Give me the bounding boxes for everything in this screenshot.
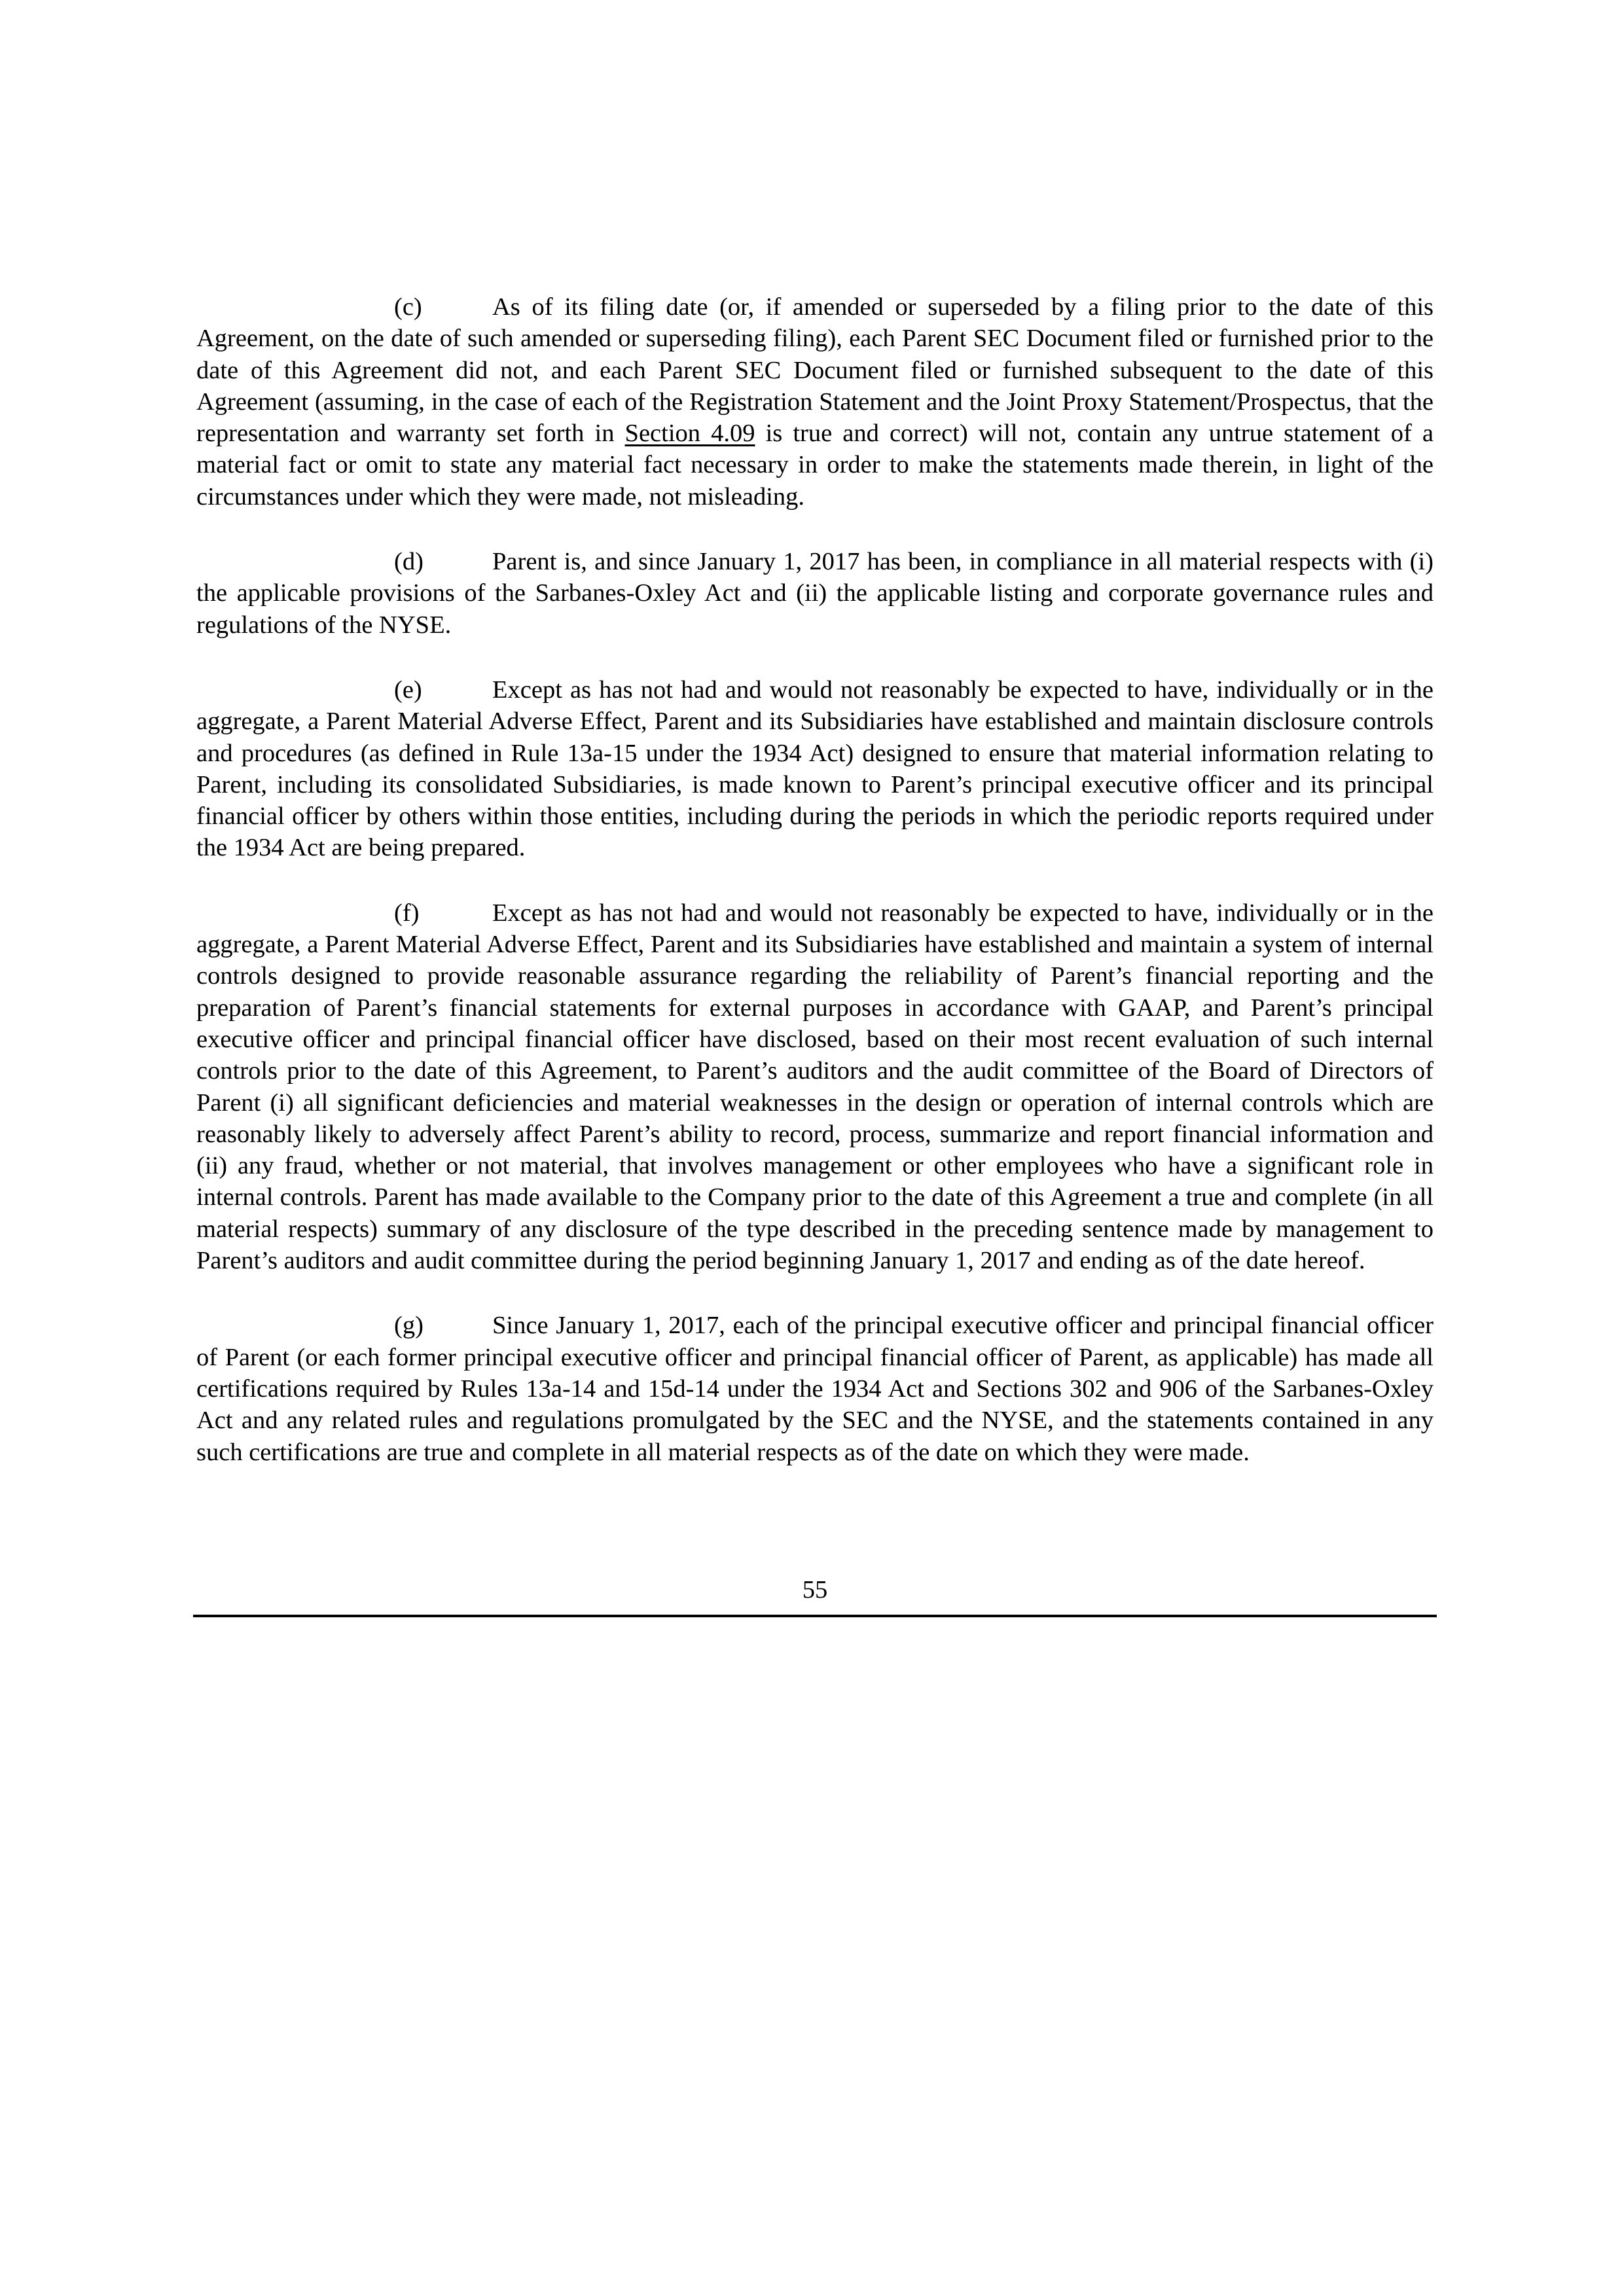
paragraph-label: (f) bbox=[394, 899, 420, 927]
paragraph-d bbox=[196, 546, 1434, 641]
paragraph-c bbox=[196, 291, 1434, 512]
section-reference-link[interactable]: Section 4.09 bbox=[624, 420, 755, 448]
paragraph-text: Except as has not had and would not reasonably be expected to have, individually or in the aggregate, a Parent Material Adverse Effect, Parent and its Subsidiaries have established and maintain disclosure controls and procedures (as defined in Rule 13a-15 under the 1934 Act) designed to ensure that material information relating to Parent, including its consolidated Subsidiaries, is made known to Parent’s principal executive officer and its principal financial officer by others within those entities, including during the periods in which the periodic reports required under the 1934 Act are being prepared. bbox=[196, 675, 1434, 862]
footer-rule bbox=[193, 1615, 1437, 1617]
paragraph-text: Since January 1, 2017, each of the principal executive officer and principal financial officer of Parent (or each former principal executive officer and principal financial officer of Parent, as applicable) has made all certifications required by Rules 13a-14 and 15d-14 under the 1934 Act and Sections 302 and 906 of the Sarbanes-Oxley Act and any related rules and regulations promulgated by the SEC and the NYSE, and the statements contained in any such certifications are true and complete in all material respects as of the date on which they were made. bbox=[196, 1312, 1434, 1466]
paragraph-g bbox=[196, 1310, 1434, 1467]
paragraph-label: (d) bbox=[394, 548, 424, 576]
paragraph-text: As of its filing date (or, if amended or superseded by a filing prior to the date of this Agreement, on the date of such amended or superseding filing), each Parent SEC Document filed or furnished prior to the date of this Agreement did not, and each Parent SEC Document filed or furnished subsequent to the date of this Agreement (assuming, in the case of each of the Registration Statement and the Joint Proxy Statement/Prospectus, that the representation and warranty set forth in bbox=[196, 293, 1434, 448]
paragraph-text: Except as has not had and would not reasonably be expected to have, individually or in the aggregate, a Parent Material Adverse Effect, Parent and its Subsidiaries have established and maintain a system of internal controls designed to provide reasonable assurance regarding the reliability of Parent’s financial reporting and the preparation of Parent’s financial statements for external purposes in accordance with GAAP, and Parent’s principal executive officer and principal financial officer have disclosed, based on their most recent evaluation of such internal controls prior to the date of this Agreement, to Parent’s auditors and the audit committee of the Board of Directors of Parent (i) all significant deficiencies and material weaknesses in the design or operation of internal controls which are reasonably likely to adversely affect Parent’s ability to record, process, summarize and report financial information and (ii) any fraud, whether or not material, that involves management or other employees who have a significant role in internal controls. Parent has made available to the Company prior to the date of this Agreement a true and complete (in all material respects) summary of any disclosure of the type described in the preceding sentence made by management to Parent’s auditors and audit committee during the period beginning January 1, 2017 and ending as of the date hereof. bbox=[196, 899, 1434, 1275]
paragraph-label: (g) bbox=[394, 1312, 424, 1340]
paragraph-text: Parent is, and since January 1, 2017 has been, in compliance in all material respects with (i) the applicable provisions of the Sarbanes-Oxley Act and (ii) the applicable listing and corporate governance rules and regulations of the NYSE. bbox=[196, 548, 1434, 639]
paragraph-f bbox=[196, 897, 1434, 1277]
document-body bbox=[196, 291, 1434, 1501]
paragraph-label: (c) bbox=[394, 293, 422, 321]
paragraph-text: is true and correct) will not, contain any untrue statement of a material fact or omit to state any material fact necessary in order to make the statements made therein, in light of the circumstances under which they were made, not misleading. bbox=[196, 420, 1434, 511]
page-number: 55 bbox=[802, 1576, 828, 1604]
paragraph-label: (e) bbox=[394, 675, 422, 704]
paragraph-e bbox=[196, 674, 1434, 864]
page-footer bbox=[193, 1574, 1437, 1617]
